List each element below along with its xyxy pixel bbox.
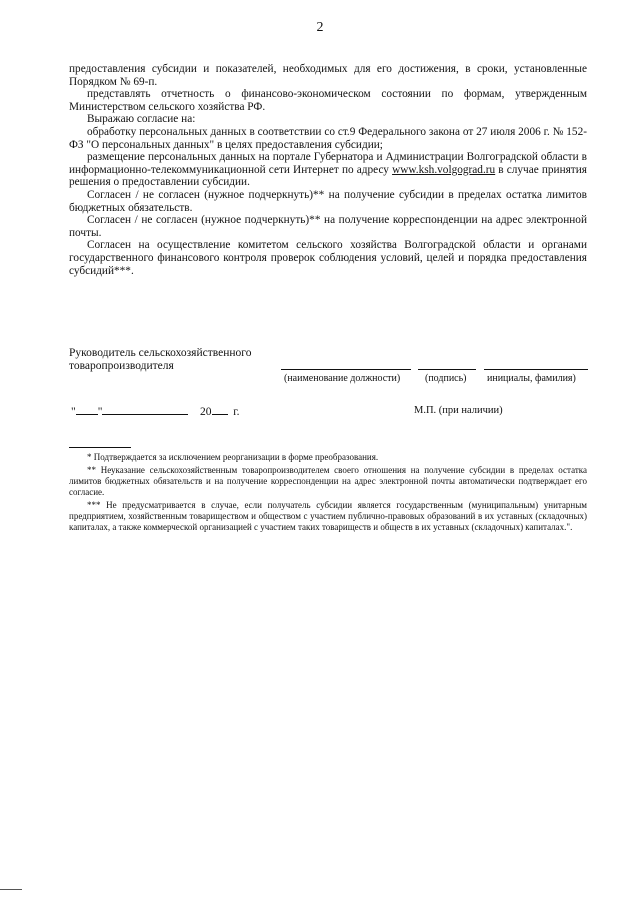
paragraph-data-publication-tail: в случае принятия решения о предоставлении субсидии. [69,163,587,189]
paragraph-personal-data: обработку персональных данных в соответствии со ст.9 Федерального закона от 27 июля 2006 г. № 152-ФЗ "О персональных данных" в целях предоставления субсидии; [69,125,587,151]
day-blank[interactable] [76,404,98,415]
signature-title-line2: товаропроизводителя [69,360,174,372]
paragraph-consent-limits: Согласен / не согласен (нужное подчеркнуть)** на получение субсидии в пределах остатка лимитов бюджетных обязательств. [69,188,587,214]
signature-caption: (подпись) [425,373,467,384]
paragraph-reporting: представлять отчетность о финансово-экономическом состоянии по формам, утвержденным Министерством сельского хозяйства РФ. [69,88,587,113]
year-suffix: г. [233,406,240,418]
position-line[interactable] [281,369,411,370]
paragraph-subsidy-terms: предоставления субсидии и показателей, необходимых для его достижения, в сроки, установленные Порядком № 69-п. [69,63,587,88]
footnote-2: ** Неуказание сельскохозяйственным товаропроизводителем своего отношения на получение субсидии в пределах остатка лимитов бюджетных обязательств и на получение корреспонденции на адрес электронной почты автоматически подтверждает его согласие. [69,465,587,497]
signature-title-line1: Руководитель сельскохозяйственного [69,347,252,359]
paragraph-data-publication-text: размещение персональных данных на портале Губернатора и Администрации Волгоградской области в информационно-телекоммуникационной сети Интернет по адресу [69,151,587,176]
name-line[interactable] [484,369,588,370]
position-caption: (наименование должности) [284,373,401,384]
paragraph-data-publication [69,151,587,189]
signature-line[interactable] [418,369,476,370]
signature-title [69,347,251,373]
body-text [69,63,587,277]
year-blank[interactable] [212,404,228,415]
paragraph-consent-heading: Выражаю согласие на: [87,113,196,126]
stamp-note: М.П. (при наличии) [414,405,503,416]
footnotes [69,452,587,535]
portal-link[interactable]: www.ksh.volgograd.ru [392,163,496,176]
date-open-quote: " [71,406,76,418]
footnote-3: *** Не предусматривается в случае, если получатель субсидии является государственным (муниципальным) унитарным предприятием, хозяйственным товариществом и обществом с участием публично-правовых образований в их уставных (складочных) капиталах, а также коммерческой организацией с участием таких товариществ и обществ в их уставных (складочных) капиталах.". [69,500,587,532]
date-field [71,404,188,418]
page-number: 2 [316,20,324,35]
paragraph-consent-email: Согласен / не согласен (нужное подчеркнуть)** на получение корреспонденции на адрес электронной почты. [69,214,587,239]
name-caption: инициалы, фамилия) [487,373,576,384]
date-close-quote: " [97,406,103,418]
year-field [200,404,240,418]
paragraph-consent-audit: Согласен на осуществление комитетом сельского хозяйства Волгоградской области и органами государственного финансового контроля проверок соблюдения условий, целей и порядка предоставления субсидий***. [69,239,587,277]
footnote-divider [69,447,131,448]
scan-edge-mark [0,889,22,890]
footnote-1: * Подтверждается за исключением реорганизации в форме преобразования. [87,452,379,462]
month-blank[interactable] [102,404,188,415]
year-prefix: 20 [200,406,212,418]
